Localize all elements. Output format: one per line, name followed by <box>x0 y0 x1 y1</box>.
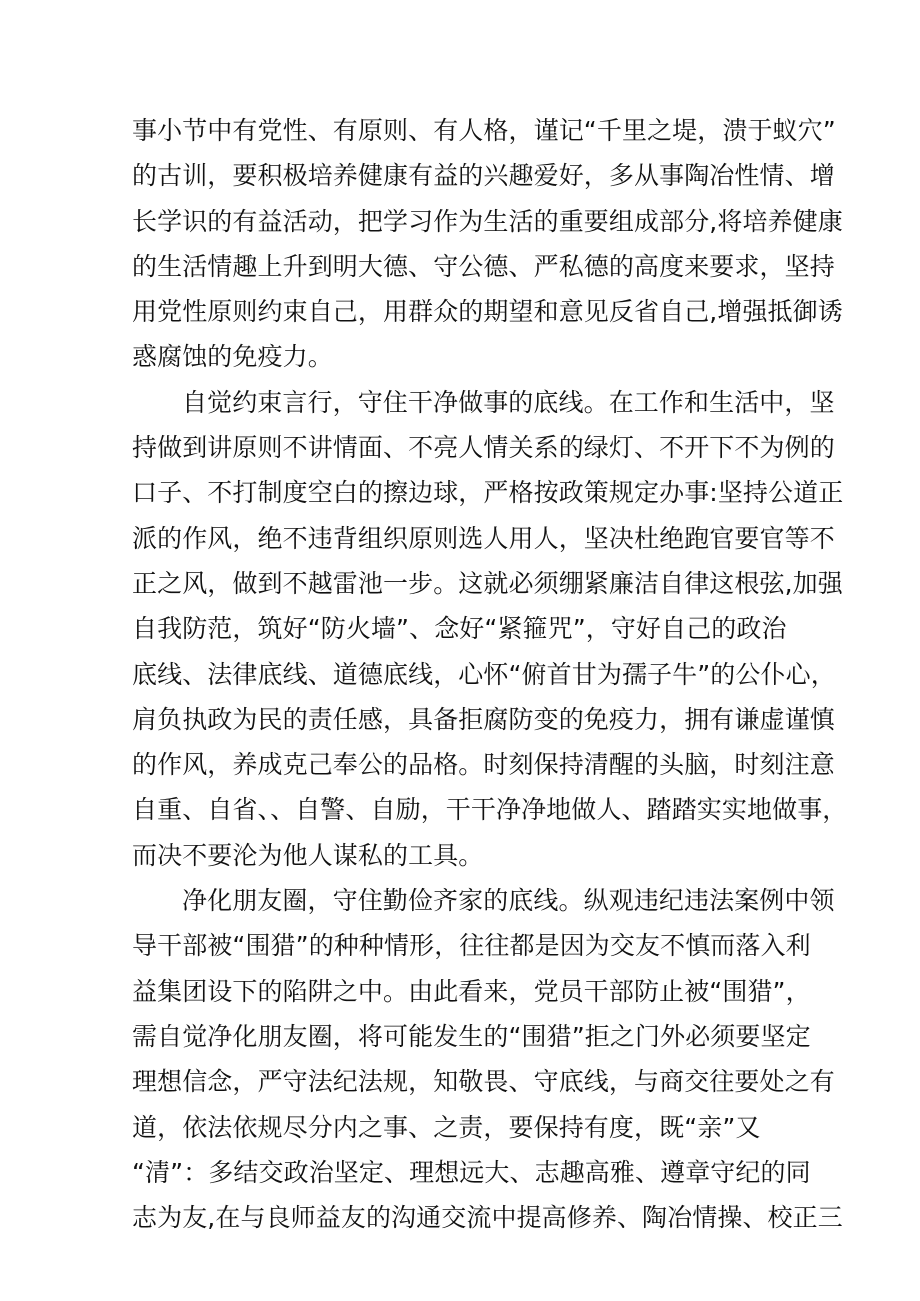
text-line: 自我防范，筑好“防火墙”、念好“紧箍咒”，守好自己的政治 <box>132 614 787 644</box>
paragraph-start-line: 净化朋友圈，守住勤俭齐家的底线。纵观违纪违法案例中领 <box>182 886 835 916</box>
text-line: 肩负执政为民的责任感，具备拒腐防变的免疫力，拥有谦虚谨慎 <box>132 704 835 734</box>
text-line: “清”：多结交政治坚定、理想远大、志趣高雅、遵章守纪的同 <box>132 1157 811 1187</box>
text-line: 需自觉净化朋友圈，将可能发生的“围猎”拒之门外必须要坚定 <box>132 1021 811 1051</box>
text-line: 志为友,在与良师益友的沟通交流中提高修养、陶冶情操、校正三 <box>132 1203 843 1233</box>
text-line: 益集团设下的陷阱之中。由此看来，党员干部防止被“围猎”， <box>132 976 811 1006</box>
text-line: 派的作风，绝不违背组织原则选人用人，坚决杜绝跑官要官等不 <box>132 523 835 553</box>
text-line: 长学识的有益活动，把学习作为生活的重要组成部分,将培养健康 <box>132 206 843 236</box>
text-line: 道，依法依规尽分内之事、之责，要保持有度，既“亲”又 <box>132 1112 761 1142</box>
text-line: 的作风，养成克己奉公的品格。时刻保持清醒的头脑，时刻注意 <box>132 750 835 780</box>
text-line: 的生活情趣上升到明大德、守公德、严私德的高度来要求，坚持 <box>132 251 835 281</box>
paragraph-start-line: 自觉约束言行，守住干净做事的底线。在工作和生活中，坚 <box>182 387 835 417</box>
text-line: 而决不要沦为他人谋私的工具。 <box>132 840 484 870</box>
text-line: 的古训，要积极培养健康有益的兴趣爱好，多从事陶冶性情、增 <box>132 161 835 191</box>
text-line: 自重、自省、、自警、自励，干干净净地做人、踏踏实实地做事， <box>132 795 848 825</box>
text-line: 理想信念，严守法纪法规，知敬畏、守底线，与商交往要处之有 <box>132 1067 835 1097</box>
text-line: 事小节中有党性、有原则、有人格，谨记“千里之堤，溃于蚁穴” <box>132 116 836 145</box>
text-line: 持做到讲原则不讲情面、不亮人情关系的绿灯、不开下不为例的 <box>132 433 835 463</box>
text-line: 用党性原则约束自己，用群众的期望和意见反省自己,增强抵御诱 <box>132 297 843 327</box>
text-line: 惑腐蚀的免疫力。 <box>132 342 333 372</box>
text-line: 导干部被“围猎”的种种情形，往往都是因为交友不慎而落入利 <box>132 931 811 961</box>
text-line: 口子、不打制度空白的擦边球，严格按政策规定办事:坚持公道正 <box>132 478 844 508</box>
text-line: 正之风，做到不越雷池一步。这就必须绷紧廉洁自律这根弦,加强 <box>132 568 843 598</box>
text-line: 底线、法律底线、道德底线，心怀“俯首甘为孺子牛”的公仆心， <box>132 659 836 689</box>
body-text <box>132 108 848 1240</box>
